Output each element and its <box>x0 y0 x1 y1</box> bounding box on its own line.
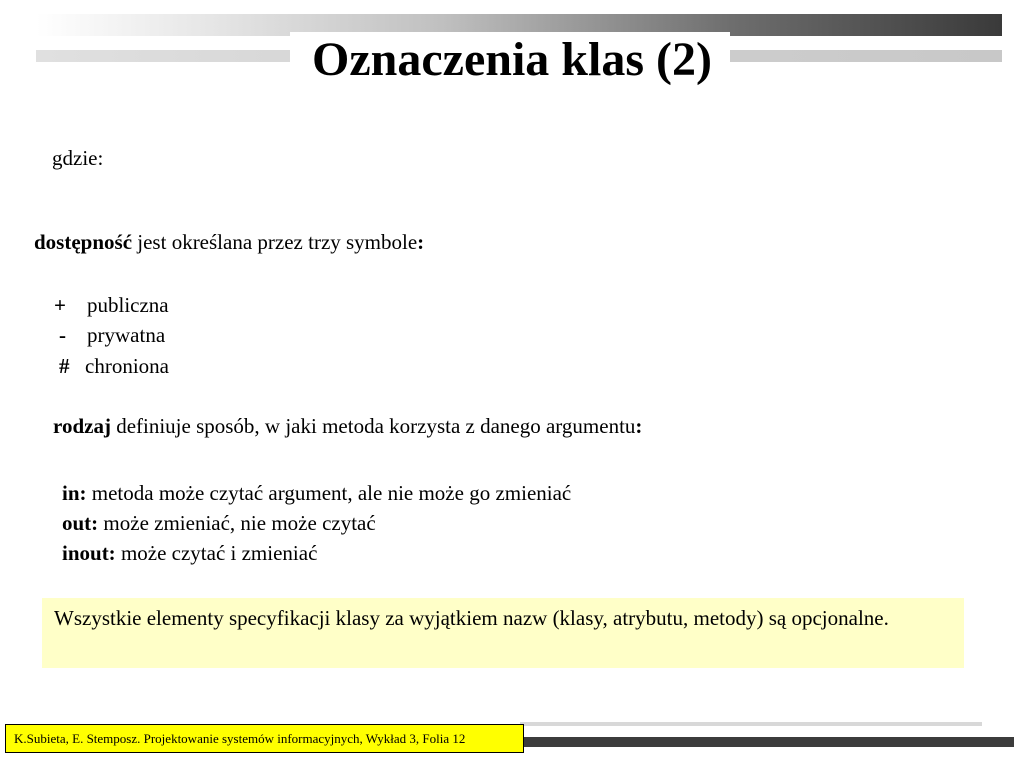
private-label: prywatna <box>87 323 166 347</box>
kind-description: definiuje sposób, w jaki metoda korzysta z danego argumentu <box>110 414 636 438</box>
footer-light-bar <box>520 722 982 726</box>
access-item-private <box>59 322 165 348</box>
slide-title: Oznaczenia klas (2) <box>312 33 712 86</box>
kind-term: rodzaj <box>53 414 111 438</box>
access-definition <box>34 229 424 255</box>
kind-item-out <box>62 510 376 536</box>
access-colon: : <box>417 230 425 254</box>
private-symbol: - <box>59 323 66 347</box>
where-label: gdzie: <box>52 146 104 170</box>
out-key: out: <box>62 511 99 535</box>
in-key: in: <box>62 481 87 505</box>
in-description: metoda może czytać argument, ale nie może go zmieniać <box>86 481 572 505</box>
footer-citation: K.Subieta, E. Stemposz. Projektowanie systemów informacyjnych, Wykład 3, Folia 12 <box>5 724 524 753</box>
kind-item-in <box>62 480 571 506</box>
kind-definition <box>53 413 642 439</box>
inout-key: inout: <box>62 541 116 565</box>
out-description: może zmieniać, nie może czytać <box>98 511 376 535</box>
access-item-public <box>54 292 169 318</box>
access-term: dostępność <box>34 230 133 254</box>
access-item-protected <box>59 353 169 379</box>
protected-label: chroniona <box>85 354 169 378</box>
kind-colon: : <box>635 414 643 438</box>
note-box <box>42 598 964 668</box>
public-label: publiczna <box>87 293 169 317</box>
public-symbol: + <box>54 293 66 317</box>
note-text: Wszystkie elementy specyfikacji klasy za wyjątkiem nazw (klasy, atrybutu, metody) są opcjonalne. <box>54 606 889 630</box>
kind-item-inout <box>62 540 317 566</box>
footer-dark-bar <box>520 737 1014 747</box>
access-description: jest określana przez trzy symbole <box>132 230 418 254</box>
inout-description: może czytać i zmieniać <box>115 541 318 565</box>
protected-symbol: # <box>59 354 70 378</box>
